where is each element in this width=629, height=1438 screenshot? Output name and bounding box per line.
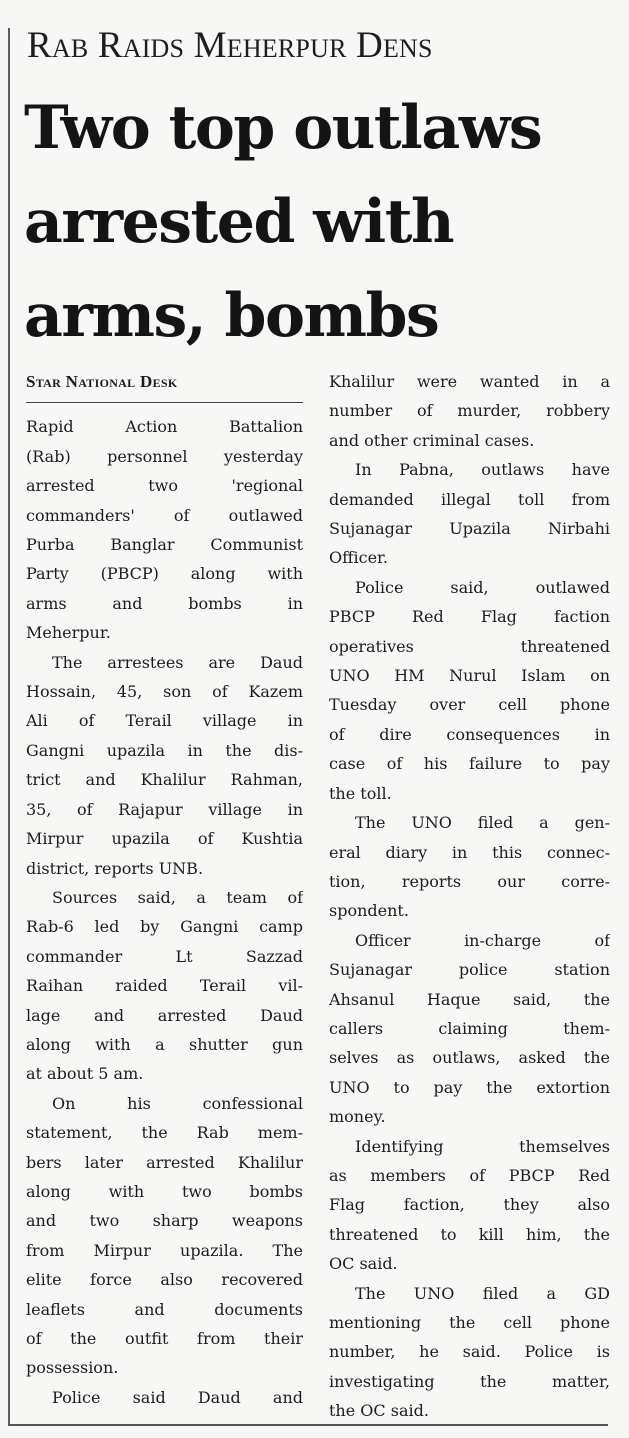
headline-line: Two top outlaws — [24, 93, 542, 163]
article-paragraph — [329, 1132, 610, 1279]
text-line: lage and arrested Daud — [26, 1005, 303, 1025]
text-line: Rapid Action Battalion — [26, 417, 303, 437]
text-line: money. — [329, 1107, 386, 1127]
text-line: Sujanagar Upazila Nirbahi — [329, 519, 610, 539]
text-line: Ali of Terail village in — [26, 711, 303, 731]
text-line: Gangni upazila in the dis- — [26, 740, 303, 760]
text-line: Sujanagar police station — [329, 960, 610, 980]
byline-rule — [26, 402, 303, 403]
text-line: the toll. — [329, 783, 392, 803]
text-line: Sources said, a team of — [52, 887, 303, 907]
article-paragraph — [329, 808, 610, 926]
text-line: Purba Banglar Communist — [26, 535, 303, 555]
text-line: statement, the Rab mem- — [26, 1123, 303, 1143]
text-line: Police said, outlawed — [355, 577, 610, 597]
text-line: spondent. — [329, 901, 409, 921]
text-line: the OC said. — [329, 1401, 429, 1421]
article-paragraph — [329, 367, 610, 455]
bottom-rule — [10, 1424, 608, 1426]
article-column-left — [26, 367, 303, 1412]
text-line: commander Lt Sazzad — [26, 946, 303, 966]
text-line: Khalilur were wanted in a — [329, 372, 610, 391]
text-line: along with two bombs — [26, 1181, 303, 1201]
text-line: demanded illegal toll from — [329, 489, 610, 509]
text-line: In Pabna, outlaws have — [355, 460, 610, 480]
text-line: district, reports UNB. — [26, 858, 204, 878]
article-paragraph — [26, 412, 303, 647]
text-line: operatives threatened — [329, 636, 610, 656]
text-line: Flag faction, they also — [329, 1195, 610, 1215]
text-line: Raihan raided Terail vil- — [26, 976, 303, 996]
text-line: 35, of Rajapur village in — [26, 799, 303, 819]
text-line: Party (PBCP) along with — [26, 564, 303, 584]
left-column-rule — [8, 28, 10, 1426]
text-line: number, he said. Police is — [329, 1342, 610, 1362]
text-line: at about 5 am. — [26, 1064, 144, 1084]
text-line: mentioning the cell phone — [329, 1313, 610, 1332]
text-line: as members of PBCP Red — [329, 1165, 610, 1185]
text-line: (Rab) personnel yesterday — [26, 446, 303, 466]
headline-line: arms, bombs — [24, 281, 439, 351]
article-paragraph — [329, 573, 610, 808]
article-paragraph — [329, 926, 610, 1132]
text-line: Mirpur upazila of Kushtia — [26, 829, 303, 849]
text-line: Tuesday over cell phone — [329, 695, 610, 715]
article-paragraph — [26, 1089, 303, 1383]
text-line: arrested two 'regional — [26, 476, 303, 496]
text-line: Officer. — [329, 548, 389, 568]
text-line: along with a shutter gun — [26, 1034, 303, 1054]
article-column-right — [329, 367, 610, 1426]
text-line: Rab-6 led by Gangni camp — [26, 917, 303, 937]
headline — [24, 81, 624, 363]
text-line: investigating the matter, — [329, 1371, 610, 1391]
text-line: and two sharp weapons — [26, 1211, 303, 1231]
text-line: Police said Daud and — [52, 1387, 303, 1407]
text-line: The UNO filed a gen- — [355, 813, 610, 833]
text-line: arms and bombs in — [26, 593, 303, 613]
text-line: UNO HM Nurul Islam on — [329, 666, 610, 686]
right-column-body — [329, 367, 610, 1426]
text-line: commanders' of outlawed — [26, 505, 303, 525]
text-line: trict and Khalilur Rahman, — [26, 770, 303, 790]
article-paragraph — [26, 648, 303, 883]
text-line: leaflets and documents — [26, 1299, 303, 1319]
byline: Star National Desk — [26, 372, 178, 391]
text-line: callers claiming them- — [329, 1018, 610, 1038]
text-line: Ahsanul Haque said, the — [329, 989, 610, 1009]
text-line: Meherpur. — [26, 623, 111, 643]
article-paragraph — [26, 1383, 303, 1412]
text-line: OC said. — [329, 1254, 398, 1274]
text-line: from Mirpur upazila. The — [26, 1240, 303, 1260]
text-line: Identifying themselves — [355, 1136, 610, 1156]
text-line: of the outfit from their — [26, 1329, 303, 1348]
text-line: eral diary in this connec- — [329, 842, 610, 862]
text-line: elite force also recovered — [26, 1270, 303, 1290]
text-line: The UNO filed a GD — [355, 1283, 610, 1303]
article-paragraph — [26, 883, 303, 1089]
text-line: Officer in-charge of — [355, 930, 610, 950]
text-line: selves as outlaws, asked the — [329, 1048, 610, 1068]
text-line: tion, reports our corre- — [329, 871, 610, 891]
text-line: bers later arrested Khalilur — [26, 1152, 303, 1172]
text-line: case of his failure to pay — [329, 754, 610, 774]
text-line: and other criminal cases. — [329, 430, 535, 450]
article-paragraph — [329, 455, 610, 573]
text-line: of dire consequences in — [329, 724, 610, 744]
text-line: Hossain, 45, son of Kazem — [26, 682, 303, 702]
text-line: threatened to kill him, the — [329, 1224, 610, 1244]
left-column-body — [26, 412, 303, 1412]
text-line: possession. — [26, 1358, 119, 1378]
text-line: The arrestees are Daud — [52, 652, 303, 672]
text-line: On his confessional — [52, 1093, 303, 1113]
text-line: PBCP Red Flag faction — [329, 607, 610, 627]
article-paragraph — [329, 1279, 610, 1426]
headline-line: arrested with — [24, 187, 454, 257]
text-line: UNO to pay the extortion — [329, 1077, 610, 1097]
text-line: number of murder, robbery — [329, 401, 610, 421]
kicker: Rab Raids Meherpur Dens — [27, 25, 433, 66]
